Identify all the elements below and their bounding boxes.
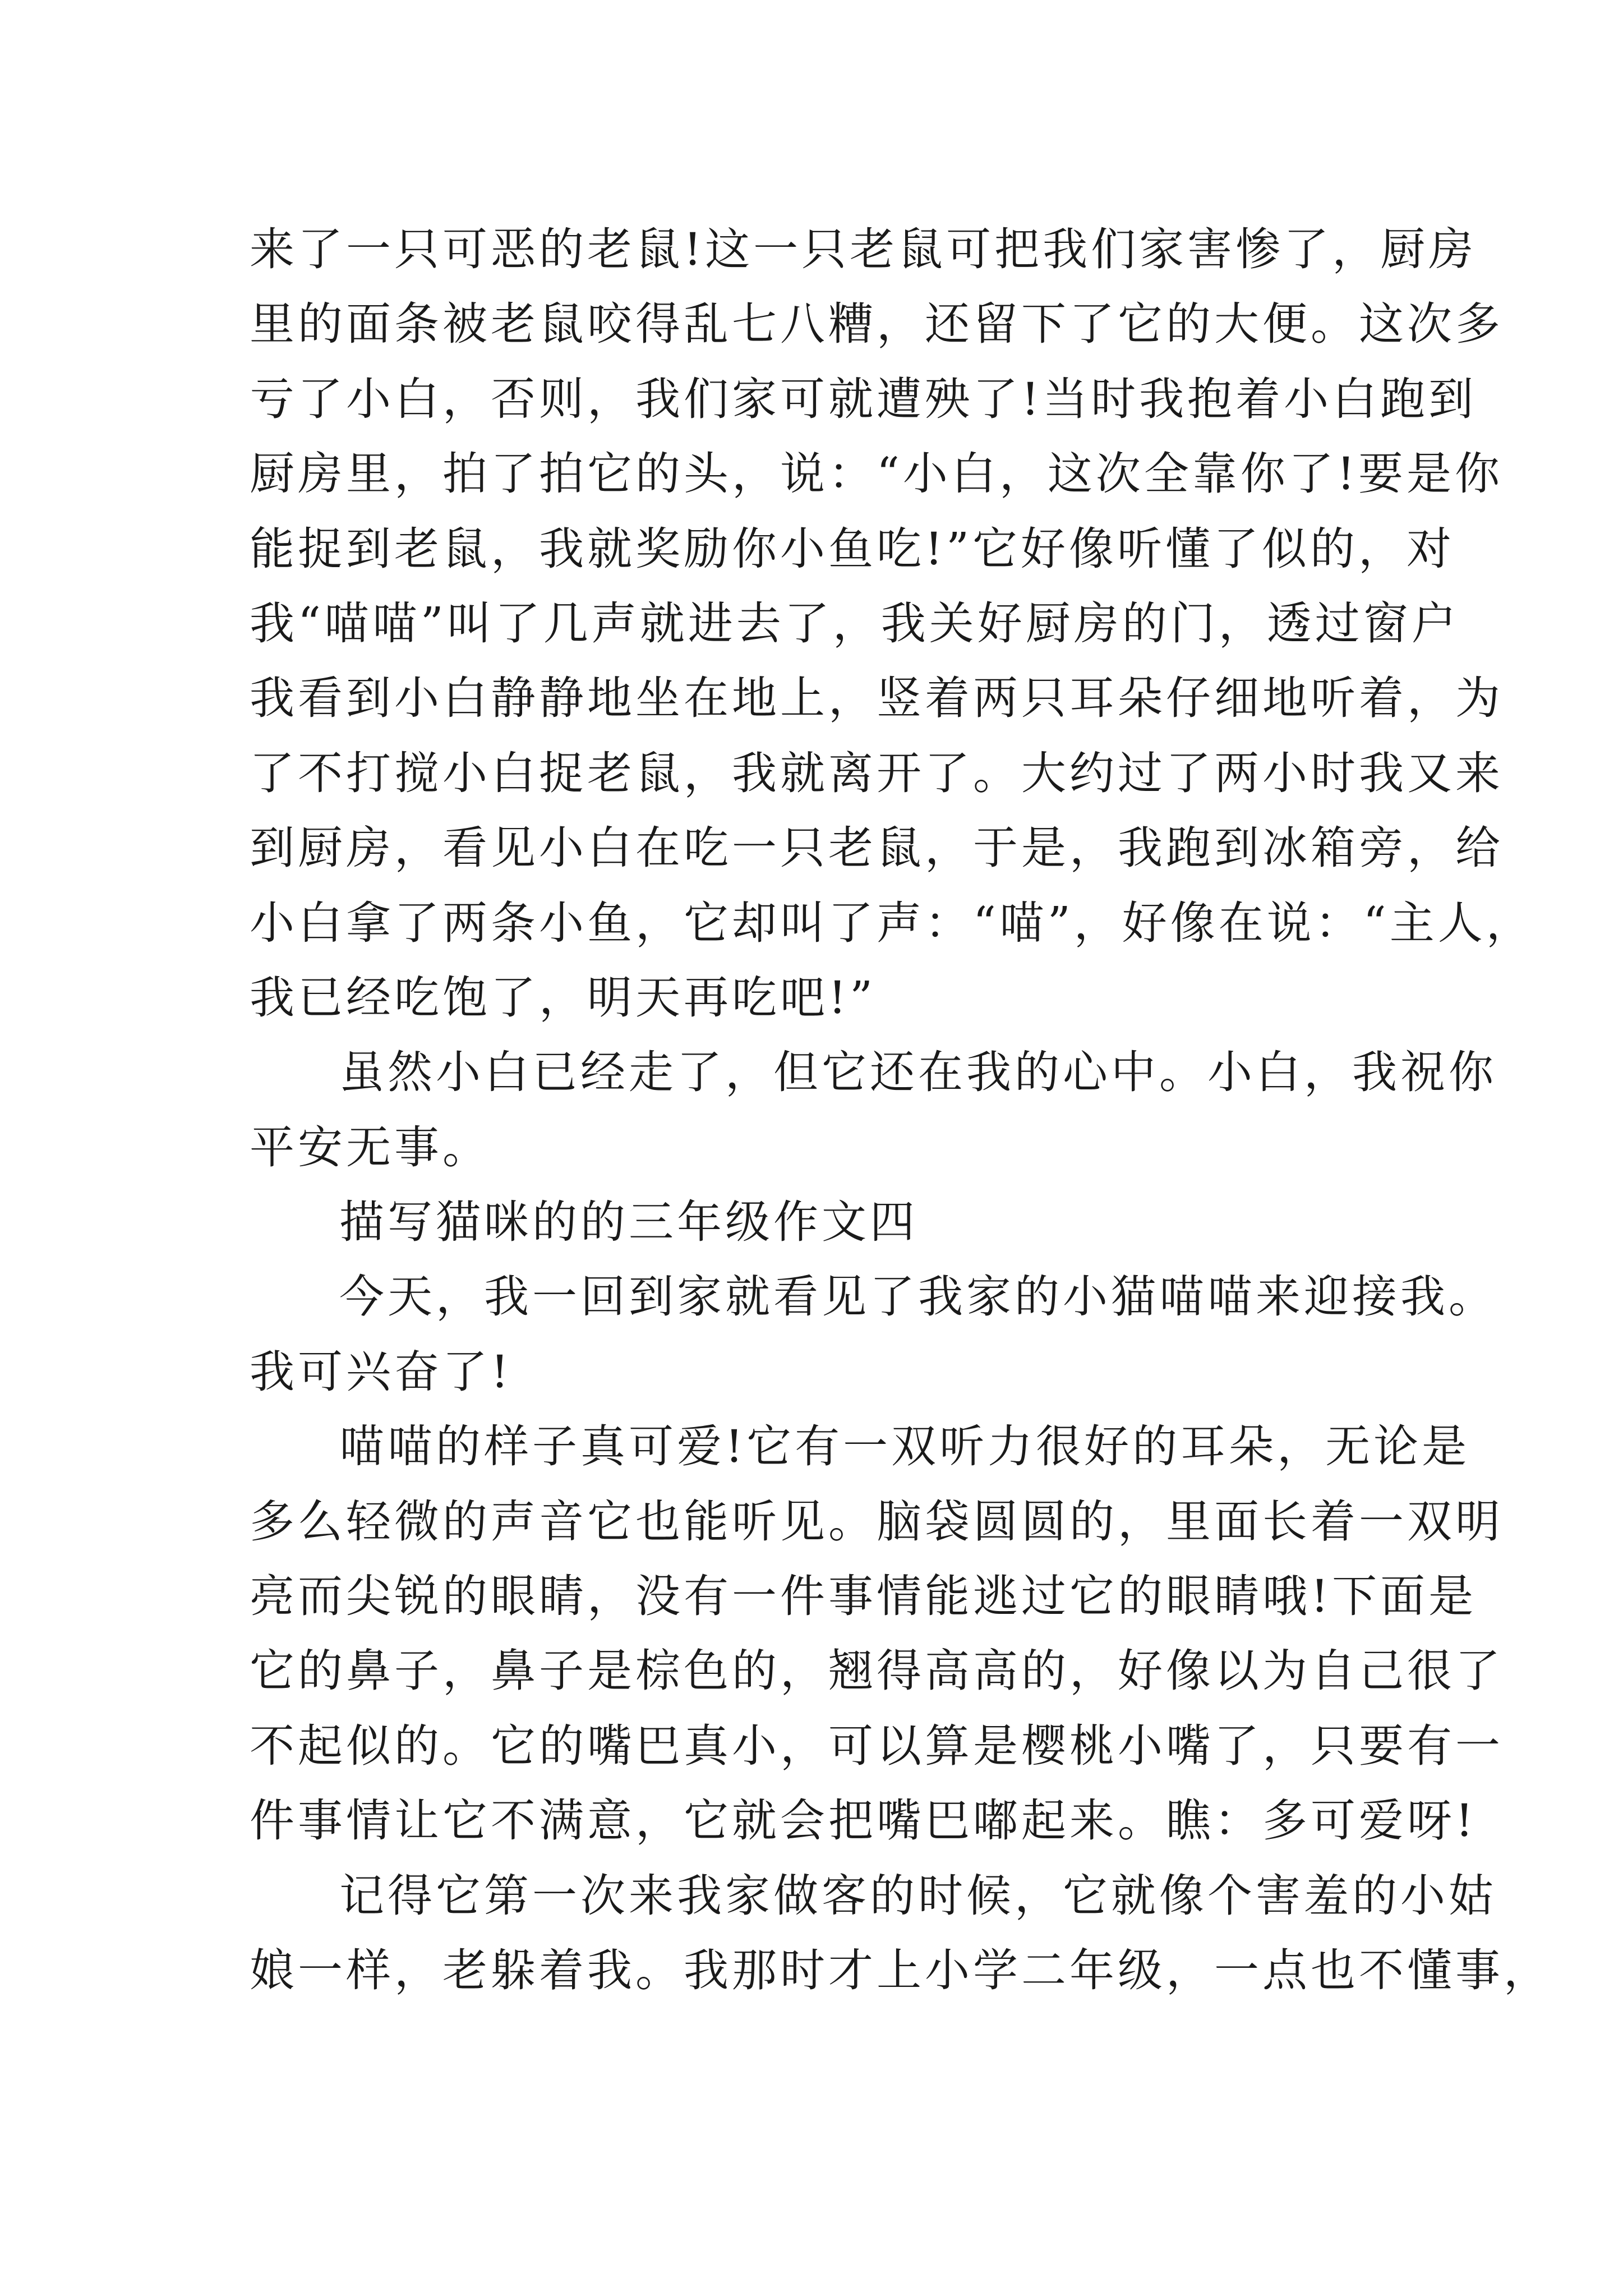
paragraph-start-line: 喵喵的样子真可爱!它有一双听力很好的耳朵，无论是 xyxy=(339,1420,1470,1473)
text-line: 娘一样，老躲着我。我那时才上小学二年级，一点也不懂事， xyxy=(250,1944,1552,1996)
text-line: 我已经吃饱了，明天再吃吧!” xyxy=(250,971,877,1024)
text-line: 我可兴奋了! xyxy=(250,1345,513,1398)
text-line: 亏了小白，否则，我们家可就遭殃了!当时我抱着小白跑到 xyxy=(250,372,1477,425)
text-line: 我看到小白静静地坐在地上，竖着两只耳朵仔细地听着，为 xyxy=(250,672,1504,725)
text-line: 件事情让它不满意，它就会把嘴巴嘟起来。瞧：多可爱呀! xyxy=(250,1795,1477,1847)
text-line: 厨房里，拍了拍它的头，说：“小白，这次全靠你了!要是你 xyxy=(250,448,1504,500)
section-heading: 描写猫咪的的三年级作文四 xyxy=(339,1196,918,1249)
text-line: 它的鼻子，鼻子是棕色的，翘得高高的，好像以为自己很了 xyxy=(250,1645,1504,1697)
text-line: 能捉到老鼠，我就奖励你小鱼吃!”它好像听懂了似的，对 xyxy=(250,522,1455,575)
paragraph-start-line: 记得它第一次来我家做客的时候，它就像个害羞的小姑 xyxy=(339,1869,1497,1922)
paragraph-start-line: 今天，我一回到家就看见了我家的小猫喵喵来迎接我。 xyxy=(339,1271,1497,1323)
text-line: 多么轻微的声音它也能听见。脑袋圆圆的，里面长着一双明 xyxy=(250,1495,1504,1548)
text-line: 我“喵喵”叫了几声就进去了，我关好厨房的门，透过窗户 xyxy=(250,597,1460,650)
text-line: 到厨房，看见小白在吃一只老鼠，于是，我跑到冰箱旁，给 xyxy=(250,822,1504,875)
paragraph-start-line: 虽然小白已经走了，但它还在我的心中。小白，我祝你 xyxy=(339,1046,1497,1099)
text-line: 了不打搅小白捉老鼠，我就离开了。大约过了两小时我又来 xyxy=(250,747,1504,799)
document-body xyxy=(250,212,1552,2008)
text-line: 平安无事。 xyxy=(250,1121,491,1174)
text-line: 来了一只可恶的老鼠!这一只老鼠可把我们家害惨了，厨房 xyxy=(250,223,1477,275)
text-line: 亮而尖锐的眼睛，没有一件事情能逃过它的眼睛哦!下面是 xyxy=(250,1570,1477,1623)
text-line: 不起似的。它的嘴巴真小，可以算是樱桃小嘴了，只要有一 xyxy=(250,1719,1504,1772)
text-line: 小白拿了两条小鱼，它却叫了声：“喵”，好像在说：“主人， xyxy=(250,896,1534,949)
text-line: 里的面条被老鼠咬得乱七八糟，还留下了它的大便。这次多 xyxy=(250,298,1504,351)
